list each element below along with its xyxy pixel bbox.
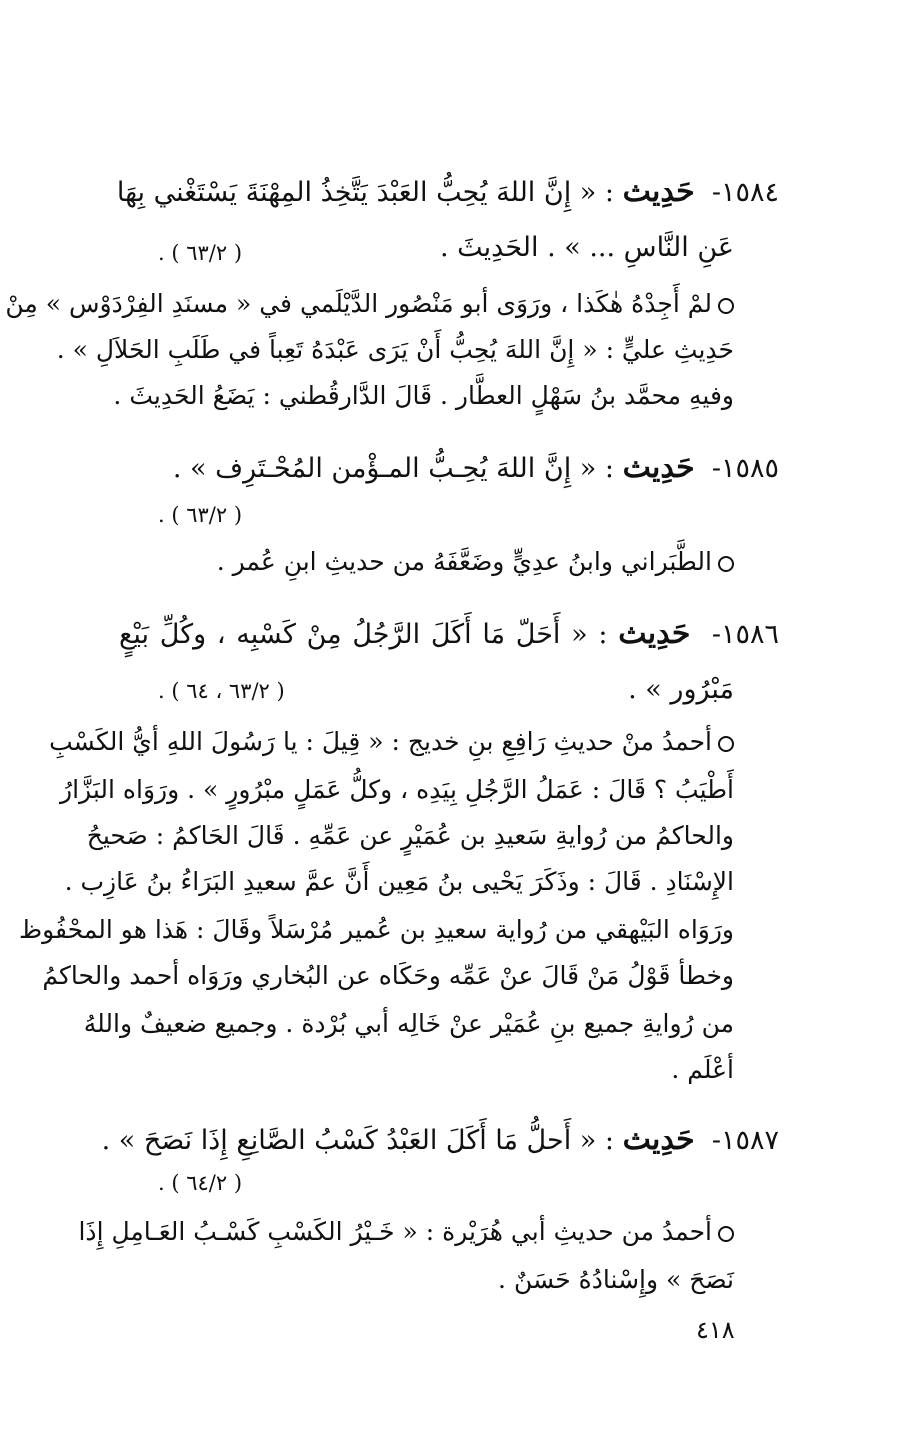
entry-1586-body-line: أعْلَم . bbox=[671, 1055, 734, 1084]
entry-1584-body-line: لمْ أَجِدْهُ هٰكَذا ، ورَوَى أبو مَنْصُور الدَّيْلَمي في « مسنَدِ الفِرْدَوْس » مِنْ bbox=[134, 284, 734, 324]
entry-1586-body-line: أَطْيَبُ ؟ قَالَ : عَمَلُ الرَّجُلِ بِيَدِه ، وكلُّ عَمَلٍ مبْرُورٍ » . ورَوَاه البَزَّارُ bbox=[60, 775, 734, 804]
keyword-hadith: حَدِيث bbox=[622, 450, 695, 485]
entry-number: ١٥٨٦ bbox=[720, 619, 779, 650]
page-number: ٤١٨ bbox=[696, 1316, 735, 1344]
entry-1586-body-line: ورَوَاه البَيْهقي من رُواية سعيدِ بن عُمير مُرْسَلاً وقَالَ : هَذا هو المحْفُوظ bbox=[19, 915, 734, 944]
dash: - bbox=[711, 619, 721, 650]
entry-1587-heading bbox=[101, 1120, 779, 1161]
hadith-text: : « إِنَّ اللهَ يُحِبُّ العَبْدَ يَتَّخِذُ المِهْنَةَ يَسْتَغْني بِهَا bbox=[116, 177, 614, 208]
entry-1586-body-line: الإِسْنَادِ . قَالَ : وذَكَرَ يَحْيى بنُ مَعِين أَنَّ عمَّ سعيدِ البَرَاءُ بنُ عَازِب . bbox=[64, 867, 734, 896]
dash: - bbox=[711, 1125, 721, 1156]
entry-1584-heading-cont bbox=[294, 228, 734, 268]
entry-1586-body-line: وخطأ قَوْلُ مَنْ قَالَ عنْ عَمِّه وحَكَاه عن البُخاري ورَوَاه أحمد والحاكمُ bbox=[42, 961, 734, 990]
circle-bullet-icon bbox=[718, 556, 734, 572]
circle-bullet-icon bbox=[718, 1226, 734, 1242]
hadith-text-cont: مَبْرُور » . bbox=[628, 674, 734, 705]
keyword-hadith: حَدِيث bbox=[618, 616, 691, 651]
entry-1585-heading bbox=[119, 448, 779, 489]
entry-1585-ref: ( ٦٣/٢ ) . bbox=[158, 503, 243, 527]
entry-1585-body-line: الطَّبَراني وابنُ عدِيٍّ وضَعَّفَهُ من حديثِ ابنِ عُمر . bbox=[134, 542, 734, 582]
entry-1587-ref: ( ٦٤/٢ ) . bbox=[158, 1171, 243, 1195]
entry-number: ١٥٨٤ bbox=[720, 177, 779, 208]
dash: - bbox=[711, 453, 721, 484]
hadith-text: : « إِنَّ اللهَ يُحِـبُّ المـؤْمن المُحْـتَرِف » . bbox=[172, 453, 614, 484]
entry-1584-body-line: حَدِيثِ عليٍّ : « إِنَّ اللهَ يُحِبُّ أَنْ يَرَى عَبْدَهُ تَعِباً في طَلَبِ الحَلاَلِ » . bbox=[56, 335, 734, 364]
entry-1586-body-line: أحمدُ منْ حديثِ رَافِعِ بنِ خديج : « قِيلَ : يا رَسُولَ اللهِ أيُّ الكَسْبِ bbox=[134, 722, 734, 762]
circle-bullet-icon bbox=[718, 298, 734, 314]
hadith-text: : « أَحَلّ مَا أَكَلَ الرَّجُلُ مِنْ كَسْبِه ، وكُلِّ بَيْعٍ bbox=[119, 619, 608, 650]
keyword-hadith: حَدِيث bbox=[622, 174, 695, 209]
entry-number: ١٥٨٧ bbox=[720, 1125, 779, 1156]
dash: - bbox=[711, 177, 721, 208]
circle-bullet-icon bbox=[718, 736, 734, 752]
hadith-text: : « أَحلُّ مَا أَكَلَ العَبْدُ كَسْبُ الصَّانِعِ إِذَا نَصَحَ » . bbox=[101, 1125, 614, 1156]
entry-1586-body-line: والحاكمُ من رُوايةِ سَعيدِ بن عُمَيْرٍ عن عَمِّهِ . قَالَ الحَاكمُ : صَحيحُ bbox=[86, 821, 734, 850]
entry-1584-body-line: وفيهِ محمَّد بنُ سَهْلٍ العطَّار . قَالَ الدَّارقُطني : يَضَعُ الحَدِيثَ . bbox=[113, 381, 734, 410]
entry-1587-body-line: أحمدُ من حديثِ أبي هُرَيْرة : « خَـيْرُ الكَسْبِ كَسْـبُ العَـامِلِ إِذَا bbox=[134, 1212, 734, 1252]
entry-1586-heading-cont bbox=[534, 670, 734, 710]
entry-1586-body-line: من رُوايةِ جميع بنِ عُمَيْر عنْ خَالِه أبي بُرْدة . وجميع ضعيفٌ واللهُ bbox=[83, 1009, 734, 1038]
entry-1586-heading bbox=[119, 614, 779, 655]
entry-1586-ref: ( ٦٣/٢ ، ٦٤ ) . bbox=[158, 679, 285, 703]
hadith-text-cont: عَنِ النَّاسِ ... » . الحَدِيثَ . bbox=[439, 232, 734, 263]
entry-1584-heading bbox=[116, 172, 779, 213]
entry-1584-ref: ( ٦٣/٢ ) . bbox=[158, 241, 243, 265]
entry-1587-body-line: نَصَحَ » وإِسْنادُهُ حَسَنٌ . bbox=[498, 1265, 734, 1294]
entry-number: ١٥٨٥ bbox=[720, 453, 779, 484]
keyword-hadith: حَدِيث bbox=[622, 1122, 695, 1157]
